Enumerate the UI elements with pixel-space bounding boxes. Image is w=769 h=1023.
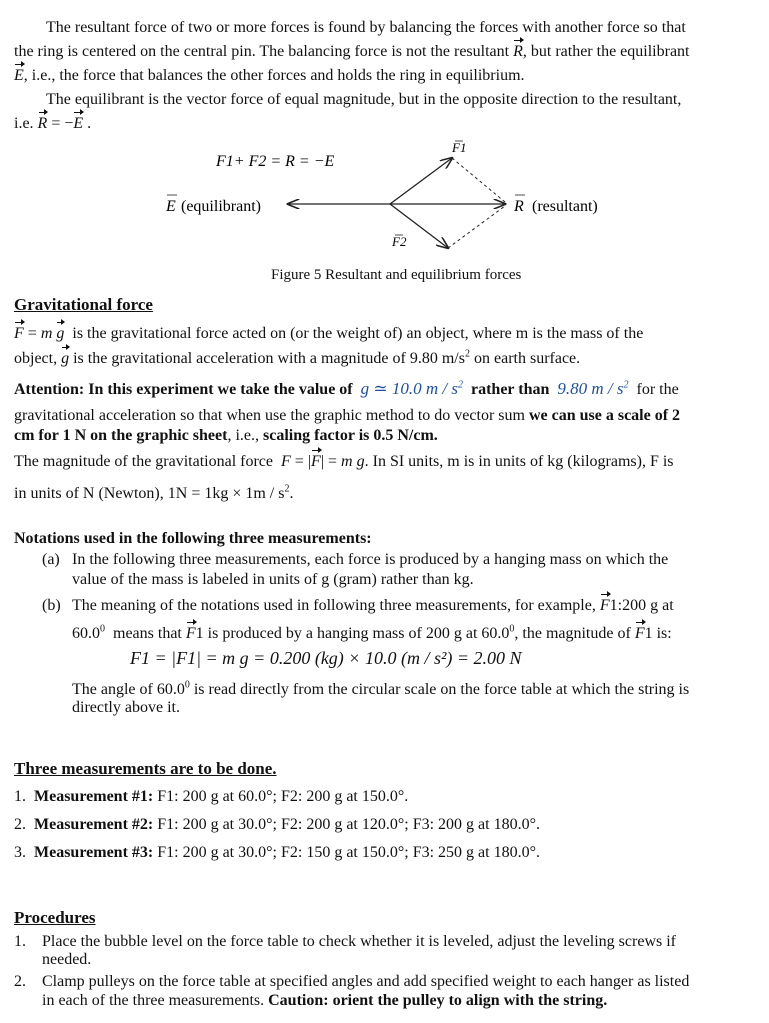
attention-line-1: Attention: In this experiment we take the value of g ≃ 10.0 m / $s^2$ rather than 9.80 m / $s^2$ for the (14, 379, 679, 398)
procedure-item-line: needed. (42, 951, 92, 968)
measurement-item: 3. Measurement #3: F1: 200 g at 30.0°; F2: 150 g at 150.0°; F3: 250 g at 180.0°. (14, 844, 540, 861)
notation-a-line-2: value of the mass is labeled in units of g (gram) rather than kg. (72, 571, 474, 588)
dashed-side-lower (448, 206, 505, 248)
notation-c-line-1: The angle of 60.0$^0$ is read directly from the circular scale on the force table at which the string is (72, 679, 690, 698)
measurement-item: 1. Measurement #1: F1: 200 g at 60.0°; F2: 200 g at 150.0°. (14, 788, 409, 805)
svg-text:R: R (514, 198, 524, 215)
f1-arrow (390, 158, 452, 204)
dashed-side-upper (452, 158, 505, 202)
gravity-line-1: F = m g is the gravitational force acted on (or the weight of) an object, where m is the mass of the (14, 325, 644, 342)
g-standard: 9.80 m / s (557, 379, 624, 398)
notation-c-line-2: directly above it. (72, 699, 180, 716)
intro-line-5: i.e. R = −E . (14, 115, 92, 132)
g-value: g ≃ 10.0 m / s (360, 379, 458, 398)
figure-label-resultant: (resultant) (532, 198, 598, 215)
procedure-item-num: 1. (14, 933, 26, 950)
measurements-heading: Three measurements are to be done. (14, 759, 277, 778)
procedure-item-line: Place the bubble level on the force table to check whether it is leveled, adjust the leveling screws if (42, 933, 676, 950)
notation-a-line-1: In the following three measurements, each force is produced by a hanging mass on which the (72, 551, 669, 568)
notation-a-label: (a) (42, 551, 60, 568)
vector-r: R (513, 43, 523, 60)
figure-caption: Figure 5 Resultant and equilibrium forces (271, 267, 522, 283)
intro-line-4: The equilibrant is the vector force of equal magnitude, but in the opposite direction to the resultant, (46, 91, 682, 108)
intro-line-3: E, i.e., the force that balances the other forces and holds the ring in equilibrium. (14, 67, 525, 84)
procedure-item-line: Clamp pulleys on the force table at specified angles and add specified weight to each hanger as listed (42, 973, 690, 990)
measurement-item: 2. Measurement #2: F1: 200 g at 30.0°; F2: 200 g at 120.0°; F3: 200 g at 180.0°. (14, 816, 540, 833)
caution-text: Caution: orient the pulley to align with the string. (268, 992, 608, 1009)
notation-formula: F1 = |F1| = m g = 0.200 (kg) × 10.0 (m / s²) = 2.00 N (130, 648, 522, 668)
notation-b-label: (b) (42, 597, 61, 614)
procedures-heading: Procedures (14, 908, 96, 927)
figure-5-diagram (0, 138, 769, 278)
intro-line-2: the ring is centered on the central pin. The balancing force is not the resultant R, but rather the equilibrant (14, 43, 690, 60)
figure-label-f1: F1 (452, 140, 467, 155)
svg-text:E: E (166, 198, 176, 215)
gravity-line-2: object, g is the gravitational acceleration with a magnitude of 9.80 $m/s^2$ on earth surface. (14, 348, 581, 367)
notation-b-line-1: The meaning of the notations used in following three measurements, for example, F1:200 g at (72, 597, 674, 614)
figure-label-equilibrant: (equilibrant) (181, 198, 261, 215)
procedure-item-num: 2. (14, 973, 26, 990)
figure-label-f2: F2 (392, 234, 407, 249)
procedure-item-line: in each of the three measurements. Caution: orient the pulley to align with the string. (42, 992, 608, 1009)
magnitude-line: The magnitude of the gravitational force F = |F| = m g. In SI units, m is in units of kg (kilograms), F is (14, 453, 674, 470)
attention-line-3: cm for 1 N on the graphic sheet, i.e., scaling factor is 0.5 N/cm. (14, 427, 438, 444)
figure-equation: F1+ F2 = R = −E (216, 153, 335, 170)
notations-heading: Notations used in the following three measurements: (14, 530, 372, 547)
attention-line-2: gravitational acceleration so that when use the graphic method to do vector sum we can use a scale of 2 (14, 407, 681, 424)
vector-e: E (14, 67, 24, 84)
notation-b-line-2: 60.0$^0$ means that F1 is produced by a hanging mass of 200 g at 60.0$^0$, the magnitude of F1 is: (72, 623, 672, 642)
intro-line-1: The resultant force of two or more forces is found by balancing the forces with another force so that (46, 19, 686, 36)
units-line: in units of N (Newton), $1N = 1kg \times 1m / s^2$. (14, 483, 294, 502)
gravity-heading: Gravitational force (14, 295, 153, 314)
